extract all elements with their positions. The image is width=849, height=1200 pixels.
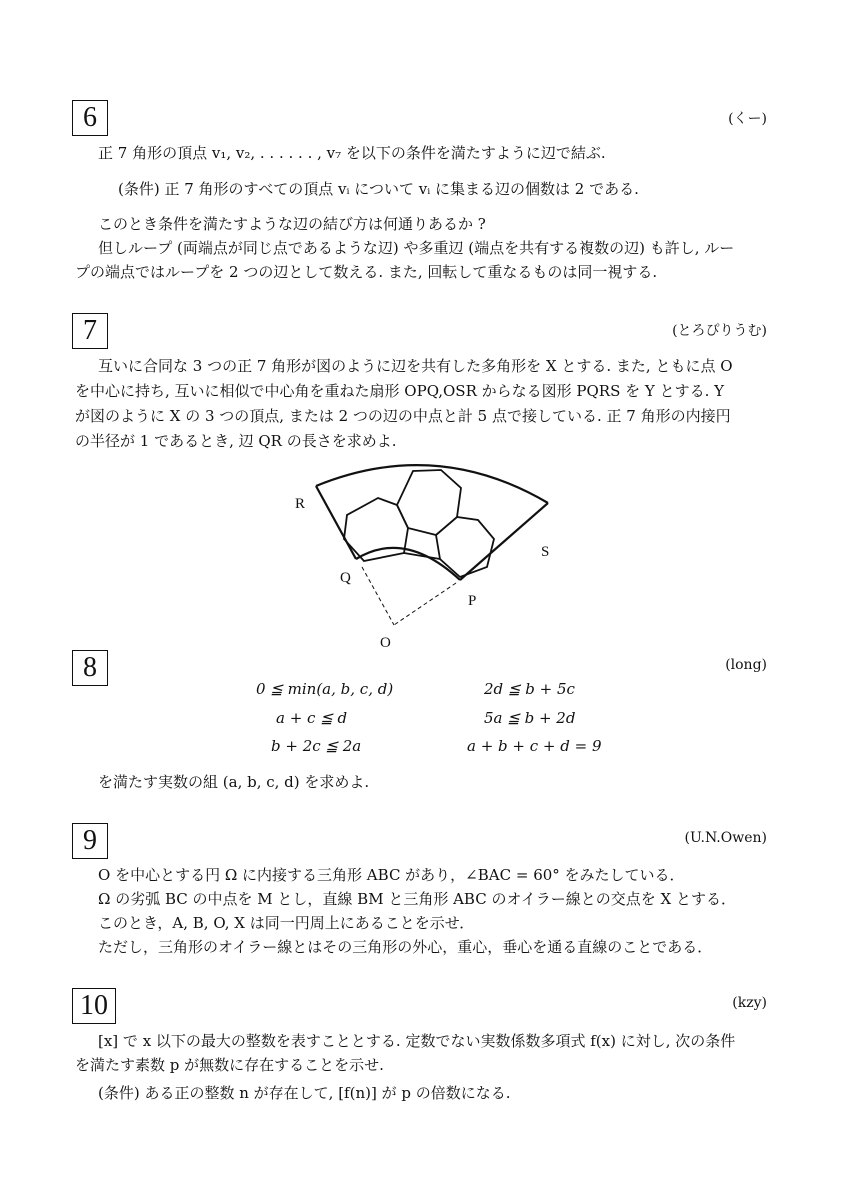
radius-op — [394, 583, 456, 625]
problem-7-number: 7 — [72, 313, 108, 349]
problem-10-number: 10 — [72, 988, 116, 1024]
problem-8-line-1: を満たす実数の組 (a, b, c, d) を求めよ. — [98, 773, 370, 791]
problem-6-line-5: プの端点ではループを 2 つの辺として数える. また, 回転して重なるものは同一視する. — [75, 263, 658, 281]
problem-8-author: (long) — [725, 657, 767, 673]
problem-9-author: (U.N.Owen) — [684, 830, 767, 846]
problem-10-line-1: [x] で x 以下の最大の整数を表すこととする. 定数でない実数係数多項式 f(x) に対し, 次の条件 — [98, 1032, 736, 1050]
label-q: Q — [340, 570, 351, 586]
heptagon-top — [397, 470, 461, 535]
problem-7-line-1: 互いに合同な 3 つの正 7 角形が図のように辺を共有した多角形を X とする. また, ともに点 O — [98, 357, 733, 375]
label-r: R — [295, 496, 306, 512]
problem-9-number: 9 — [72, 823, 108, 859]
label-o: O — [380, 635, 391, 651]
problem-6-line-4: 但しループ (両端点が同じ点であるような辺) や多重辺 (端点を共有する複数の辺) も許し, ルー — [98, 239, 735, 257]
label-p: P — [468, 593, 477, 609]
problem-7-author: (とろぴりうむ) — [672, 323, 767, 339]
problem-9-line-3: このとき，A, B, O, X は同一円周上にあることを示せ． — [98, 914, 475, 932]
problem-10-author: (kzy) — [732, 995, 767, 1011]
problem-6-author: (くー) — [728, 111, 767, 127]
problem-6-number: 6 — [72, 100, 108, 136]
sector-side-rq — [316, 486, 356, 559]
problem-7-figure — [0, 455, 849, 655]
problem-9-line-4: ただし，三角形のオイラー線とはその三角形の外心，重心，垂心を通る直線のことである． — [98, 938, 713, 956]
eq-left-3: b + 2c ≦ 2a — [271, 737, 362, 755]
eq-right-2: 5a ≦ b + 2d — [484, 709, 576, 727]
sector-side-sp — [460, 503, 548, 580]
problem-8-number: 8 — [72, 650, 108, 686]
label-s: S — [541, 544, 550, 560]
problem-9-line-1: O を中心とする円 Ω に内接する三角形 ABC があり，∠BAC = 60° をみたしている． — [98, 866, 685, 884]
problem-7-line-3: が図のように X の 3 つの頂点, または 2 つの辺の中点と計 5 点で接している. 正 7 角形の内接円 — [75, 407, 731, 425]
problem-6-line-1: 正 7 角形の頂点 v₁, v₂, . . . . . . , v₇ を以下の条件を満たすように辺で結ぶ. — [98, 144, 606, 162]
problem-10-condition: (条件) ある正の整数 n が存在して, [f(n)] が p の倍数になる. — [98, 1084, 511, 1102]
problem-10-line-2: を満たす素数 p が無数に存在することを示せ. — [75, 1056, 384, 1074]
problem-7-line-2: を中心に持ち, 互いに相似で中心角を重ねた扇形 OPQ,OSR からなる図形 PQRS を Y とする. Y — [75, 382, 725, 400]
problem-6-condition: (条件) 正 7 角形のすべての頂点 vᵢ について vᵢ に集まる辺の個数は 2 である. — [118, 180, 639, 198]
eq-left-1: 0 ≦ min(a, b, c, d) — [256, 680, 394, 698]
eq-right-3: a + b + c + d = 9 — [467, 737, 602, 755]
problem-9-line-2: Ω の劣弧 BC の中点を M とし，直線 BM と三角形 ABC のオイラー線との交点を X とする． — [98, 890, 736, 908]
eq-right-1: 2d ≦ b + 5c — [484, 680, 575, 698]
problem-7-line-4: の半径が 1 であるとき, 辺 QR の長さを求めよ. — [75, 432, 397, 450]
eq-left-2: a + c ≦ d — [276, 709, 348, 727]
radius-oq — [362, 567, 394, 625]
problem-6-line-3: このとき条件を満たすような辺の結び方は何通りあるか ? — [98, 215, 486, 233]
